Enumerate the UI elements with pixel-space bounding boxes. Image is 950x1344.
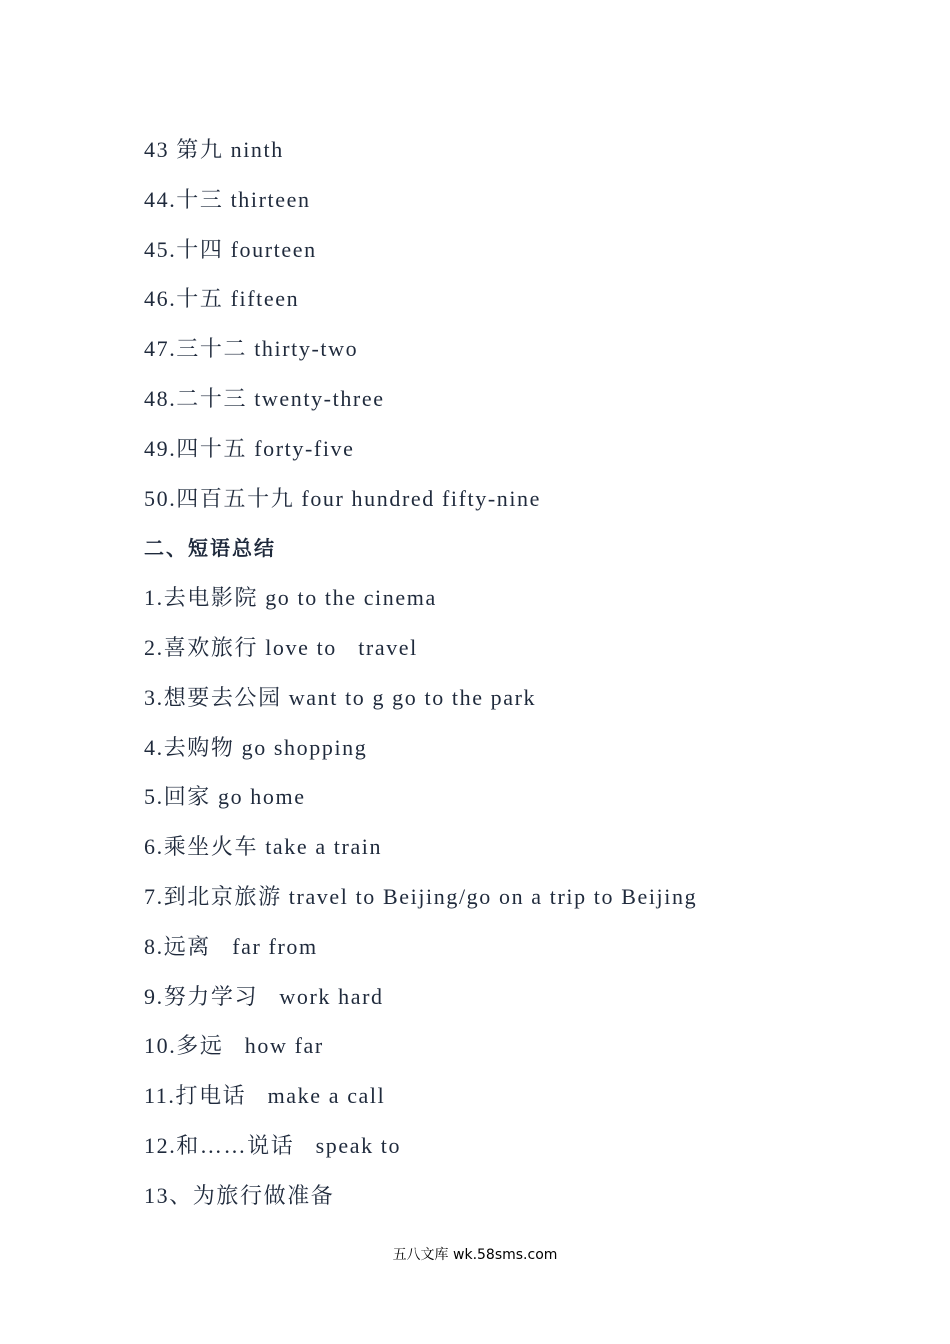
number-item: 44.十三 thirteen bbox=[144, 186, 311, 212]
page-content bbox=[144, 133, 904, 1229]
phrase-item: 2.喜欢旅行 love to travel bbox=[144, 634, 418, 660]
phrase-item: 13、为旅行做准备 bbox=[144, 1182, 335, 1208]
phrase-item: 4.去购物 go shopping bbox=[144, 734, 368, 760]
number-item: 48.二十三 twenty-three bbox=[144, 385, 385, 411]
section-heading: 二、短语总结 bbox=[144, 536, 276, 561]
number-item: 43 第九 ninth bbox=[144, 137, 284, 162]
phrase-item: 6.乘坐火车 take a train bbox=[144, 834, 383, 860]
phrase-item: 12.和……说话 speak to bbox=[144, 1132, 402, 1158]
phrase-item: 8.远离 far from bbox=[144, 933, 318, 959]
number-item: 50.四百五十九 four hundred fifty-nine bbox=[144, 485, 542, 511]
page-footer: 五八文库 wk.58sms.com bbox=[392, 1247, 558, 1263]
phrase-item: 7.到北京旅游 travel to Beijing/go on a trip to Beijing bbox=[144, 883, 698, 909]
phrase-item: 1.去电影院 go to the cinema bbox=[144, 585, 437, 611]
number-item: 47.三十二 thirty-two bbox=[144, 336, 359, 362]
number-item: 46.十五 fifteen bbox=[144, 286, 300, 312]
number-item: 49.四十五 forty-five bbox=[144, 435, 355, 461]
phrase-item: 3.想要去公园 want to g go to the park bbox=[144, 684, 537, 710]
phrase-item: 10.多远 how far bbox=[144, 1033, 324, 1059]
phrase-item: 9.努力学习 work hard bbox=[144, 983, 384, 1009]
phrase-item: 5.回家 go home bbox=[144, 784, 306, 810]
number-item: 45.十四 fourteen bbox=[144, 236, 317, 262]
phrase-item: 11.打电话 make a call bbox=[144, 1083, 386, 1109]
